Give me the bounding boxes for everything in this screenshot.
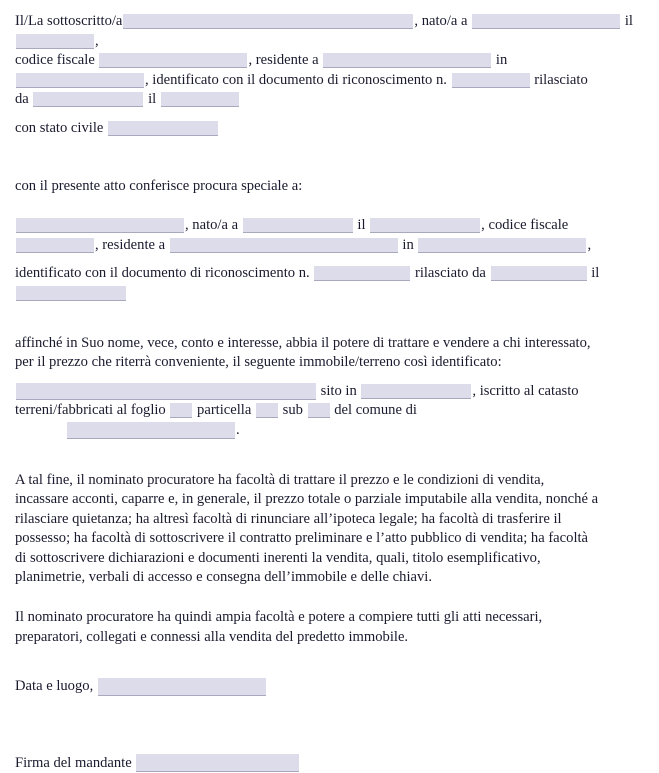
declarant-name-field[interactable] [123, 14, 413, 29]
declarant-marital-status-field[interactable] [108, 121, 218, 136]
attorney-birthdate-field[interactable] [370, 218, 480, 233]
label-in: in [495, 52, 508, 69]
attorney-line-3 [15, 264, 651, 284]
summary-line-2: preparatori, collegati e connessi alla vendita del predetto immobile. [15, 628, 409, 645]
property-location-field[interactable] [361, 384, 471, 399]
label-attorney-codice-fiscale: , codice fiscale [481, 217, 569, 234]
declarant-block [15, 12, 651, 139]
attorney-birthplace-field[interactable] [243, 218, 353, 233]
summary-line-1: Il nominato procuratore ha quindi ampia facoltà e potere a compiere tutti gli atti necessari, [15, 609, 543, 626]
spacer [15, 697, 651, 754]
label-iscritto-catasto: , iscritto al catasto [472, 382, 579, 399]
purpose-block [15, 334, 651, 373]
powers-line-1: A tal fine, il nominato procuratore ha facoltà di trattare il prezzo e le condizioni di vendita, [15, 471, 545, 488]
grant-intro-text: con il presente atto conferisce procura speciale a: [15, 177, 303, 194]
label-rilasciato: rilasciato [534, 71, 588, 88]
label-identificato: , identificato con il documento di riconoscimento n. [145, 71, 447, 88]
label-terreni-fabbricati: terreni/fabbricati al foglio [15, 402, 166, 419]
label-sottoscritto: Il/La sottoscritto/a [15, 13, 123, 29]
attorney-block [15, 216, 651, 303]
spacer [15, 110, 651, 119]
powers-line-4: possesso; ha facoltà di sottoscrivere il contratto preliminare e l’atto pubblico di vendita; ha facoltà [15, 530, 589, 547]
date-place-field[interactable] [98, 678, 266, 696]
property-sub-field[interactable] [308, 403, 330, 418]
attorney-line-4 [15, 284, 651, 304]
label-attorney-residente-a: , residente a [95, 236, 166, 253]
declarant-document-number-field[interactable] [452, 73, 530, 88]
label-nato-a: , nato/a a [414, 13, 468, 29]
grant-intro-block [15, 177, 651, 197]
label-attorney-rilasciato-da: rilasciato da [414, 265, 486, 282]
property-line-1 [15, 382, 651, 402]
property-line-2 [15, 401, 651, 421]
summary-paragraph [15, 608, 651, 647]
attorney-document-number-field[interactable] [314, 266, 410, 281]
declarant-line-5 [15, 119, 651, 139]
attorney-line-2 [15, 236, 651, 256]
footer-block [15, 677, 651, 773]
attorney-address-field[interactable] [418, 238, 586, 253]
declarant-birthdate-field[interactable] [16, 34, 94, 49]
label-stato-civile: con stato civile [15, 119, 104, 136]
label-attorney-trailing-comma: , [587, 236, 592, 253]
spacer [15, 647, 651, 677]
spacer [15, 373, 651, 382]
powers-paragraph [15, 471, 651, 589]
label-comma: , [95, 32, 99, 49]
declarant-line-4 [15, 90, 651, 110]
spacer [15, 304, 651, 334]
spacer [15, 196, 651, 216]
declarant-residence-field[interactable] [323, 53, 491, 68]
spacer [15, 588, 651, 608]
label-residente-a: , residente a [248, 52, 319, 69]
label-attorney-identificato: identificato con il documento di riconoscimento n. [15, 265, 310, 282]
property-particella-field[interactable] [256, 403, 278, 418]
attorney-issue-date-field[interactable] [16, 286, 126, 301]
label-attorney-nato-a: , nato/a a [185, 217, 239, 234]
property-block [15, 382, 651, 441]
spacer [15, 139, 651, 177]
date-place-row [15, 677, 651, 697]
label-codice-fiscale: codice fiscale [15, 52, 95, 69]
attorney-fiscal-code-field[interactable] [16, 238, 94, 253]
declarant-birthplace-field[interactable] [472, 14, 620, 29]
declarant-line-3 [15, 71, 651, 91]
property-foglio-field[interactable] [170, 403, 192, 418]
declarant-address-field[interactable] [16, 73, 144, 88]
powers-line-5: di sottoscrivere dichiarazioni e documenti inerenti la vendita, quali, titolo esemplificativo, [15, 549, 541, 566]
attorney-line-1 [15, 216, 651, 236]
powers-line-3: rilasciare quietanza; ha altresì facoltà di rinunciare all’ipoteca legale; ha facoltà di trasferire il [15, 510, 562, 527]
label-il: il [624, 13, 633, 29]
powers-line-2: incassare acconti, caparre e, in generale, il prezzo totale o parziale imputabile alla vendita, nonché a [15, 491, 599, 508]
powers-line-6: planimetrie, verbali di accesso e consegna dell’immobile e delle chiavi. [15, 569, 432, 586]
label-particella: particella [197, 402, 252, 419]
purpose-line-1: affinché in Suo nome, vece, conto e interesse, abbia il potere di trattare e vendere a chi interessato, [15, 334, 591, 351]
spacer [15, 255, 651, 264]
label-sito-in: sito in [320, 382, 357, 399]
property-line-3 [15, 421, 651, 441]
label-il-2: il [148, 91, 157, 108]
attorney-issued-by-field[interactable] [491, 266, 587, 281]
attorney-name-field[interactable] [16, 218, 184, 233]
declarant-issued-by-field[interactable] [33, 92, 143, 107]
property-description-field[interactable] [16, 383, 316, 400]
label-data-luogo: Data e luogo, [15, 678, 94, 695]
label-attorney-in: in [402, 236, 414, 253]
label-firma-mandante: Firma del mandante [15, 754, 132, 771]
label-del-comune-di: del comune di [334, 402, 417, 419]
purpose-line-2: per il prezzo che riterrà conveniente, il seguente immobile/terreno così identificato: [15, 354, 502, 371]
label-da: da [15, 91, 29, 108]
signature-row [15, 754, 651, 773]
signature-field[interactable] [136, 754, 299, 772]
declarant-fiscal-code-field[interactable] [99, 53, 247, 68]
label-attorney-il-2: il [591, 265, 600, 282]
label-attorney-il: il [357, 217, 366, 234]
declarant-line-2 [15, 51, 651, 71]
property-comune-field[interactable] [67, 422, 235, 439]
attorney-residence-field[interactable] [170, 238, 398, 253]
spacer [15, 441, 651, 471]
label-period: . [236, 421, 240, 438]
declarant-issue-date-field[interactable] [161, 92, 239, 107]
label-sub: sub [282, 402, 303, 419]
declarant-line-1 [15, 12, 651, 51]
